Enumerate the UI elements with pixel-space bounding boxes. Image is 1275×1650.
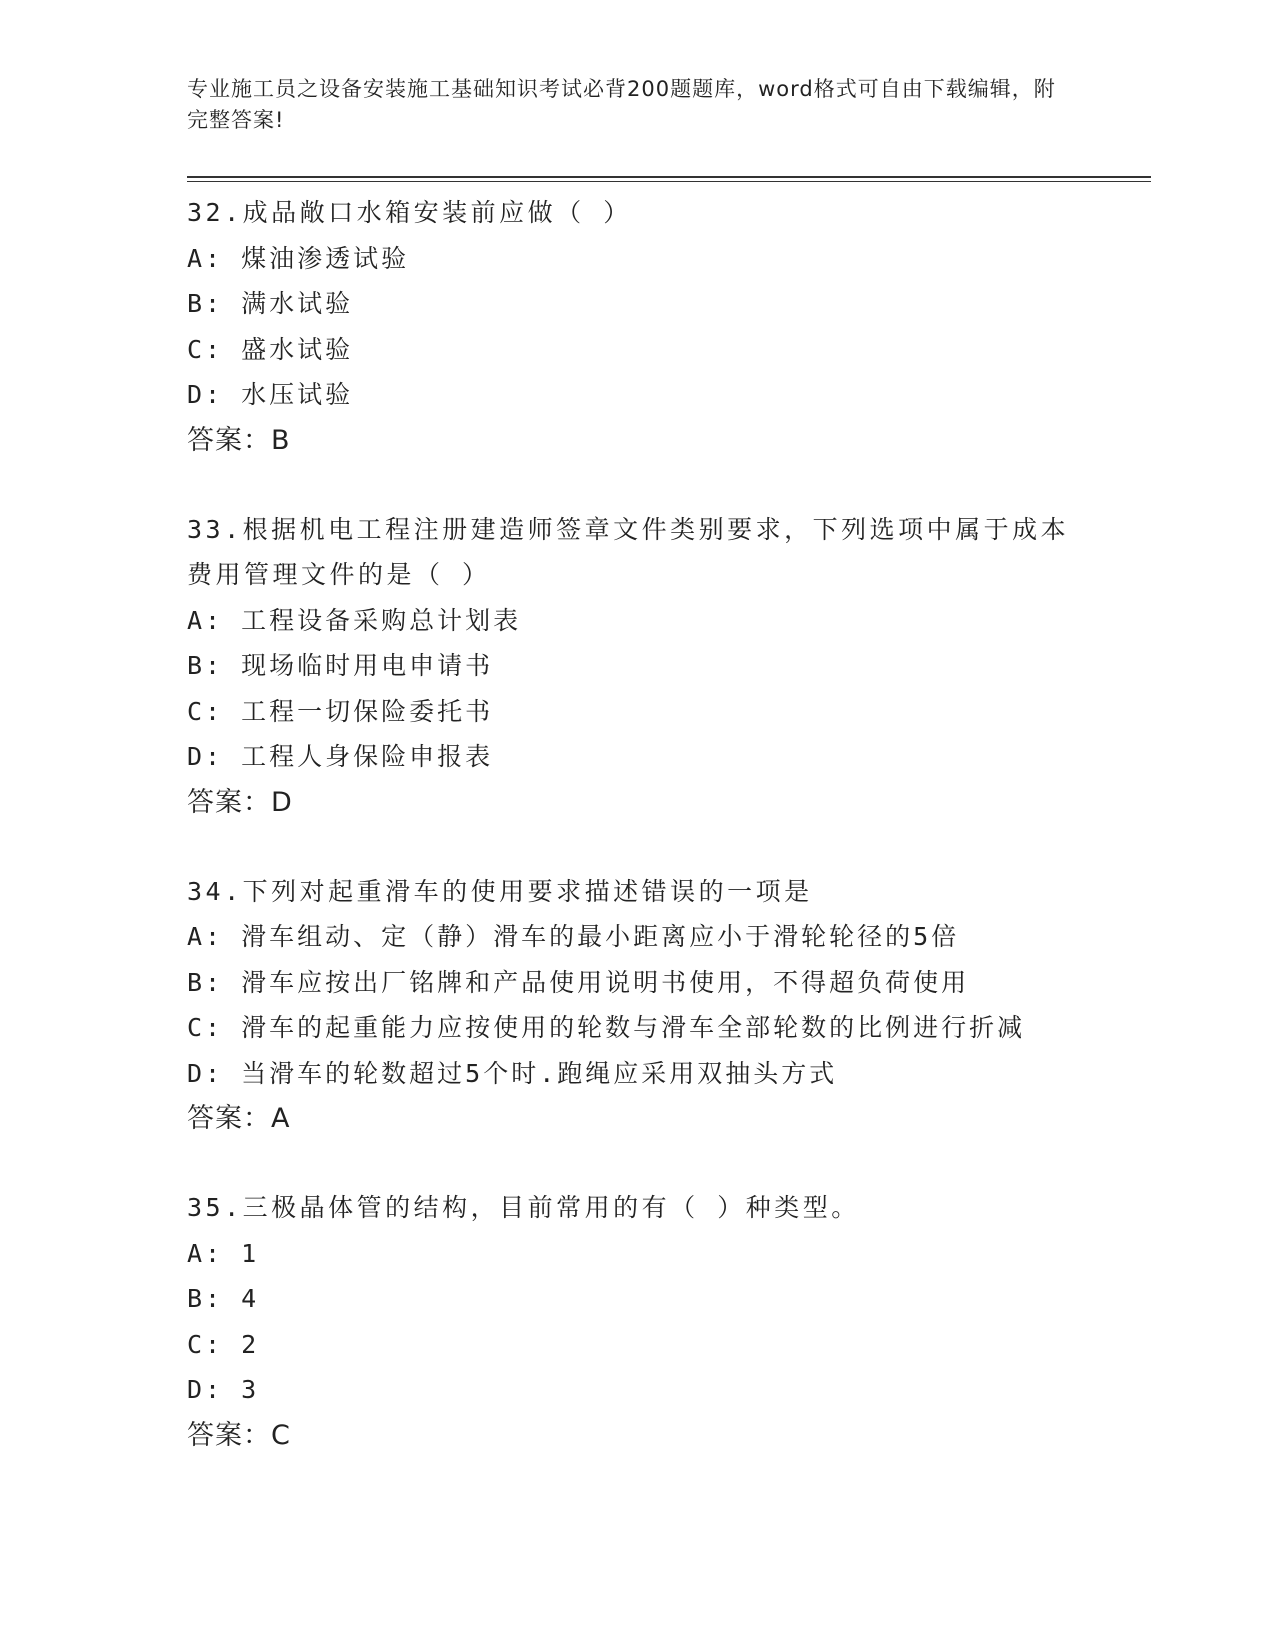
answer-label: 答案：B	[187, 424, 291, 456]
question-34	[187, 869, 1087, 1142]
question-stem: 32.成品敞口水箱安装前应做（ ）	[187, 198, 632, 227]
option-b: B: 4	[187, 1284, 260, 1313]
header-divider-thick	[187, 176, 1151, 178]
question-list	[187, 190, 1087, 1502]
option-c: C: 盛水试验	[187, 334, 354, 364]
header-divider-thin	[187, 181, 1151, 182]
option-c: C: 2	[187, 1329, 260, 1359]
question-stem: 34.下列对起重滑车的使用要求描述错误的一项是	[187, 876, 813, 906]
answer-label: 答案：A	[187, 1103, 291, 1134]
answer-label: 答案：D	[187, 786, 293, 818]
option-b: B: 满水试验	[187, 289, 354, 318]
answer-label: 答案：C	[187, 1419, 291, 1451]
option-a: A: 工程设备采购总计划表	[187, 605, 522, 635]
option-d: D: 当滑车的轮数超过5个时.跑绳应采用双抽头方式	[187, 1058, 838, 1088]
question-35	[187, 1185, 1087, 1458]
question-stem: 33.根据机电工程注册建造师签章文件类别要求，下列选项中属于成本费用管理文件的是（ ）	[187, 514, 1070, 589]
option-c: C: 滑车的起重能力应按使用的轮数与滑车全部轮数的比例进行折减	[187, 1013, 1026, 1042]
question-stem: 35.三极晶体管的结构，目前常用的有（ ）种类型。	[187, 1193, 860, 1222]
option-d: D: 3	[187, 1375, 260, 1404]
document-header-title: 专业施工员之设备安装施工基础知识考试必背200题题库，word格式可自由下载编辑，附完整答案!	[187, 77, 1056, 132]
option-d: D: 水压试验	[187, 380, 354, 409]
option-a: A: 滑车组动、定（静）滑车的最小距离应小于滑轮轮径的5倍	[187, 922, 960, 951]
question-32	[187, 190, 1087, 463]
option-c: C: 工程一切保险委托书	[187, 696, 494, 726]
option-b: B: 现场临时用电申请书	[187, 651, 494, 680]
question-33	[187, 507, 1087, 825]
option-a: A: 煤油渗透试验	[187, 243, 410, 273]
option-a: A: 1	[187, 1238, 260, 1268]
option-d: D: 工程人身保险申报表	[187, 742, 494, 771]
option-b: B: 滑车应按出厂铭牌和产品使用说明书使用，不得超负荷使用	[187, 967, 970, 997]
